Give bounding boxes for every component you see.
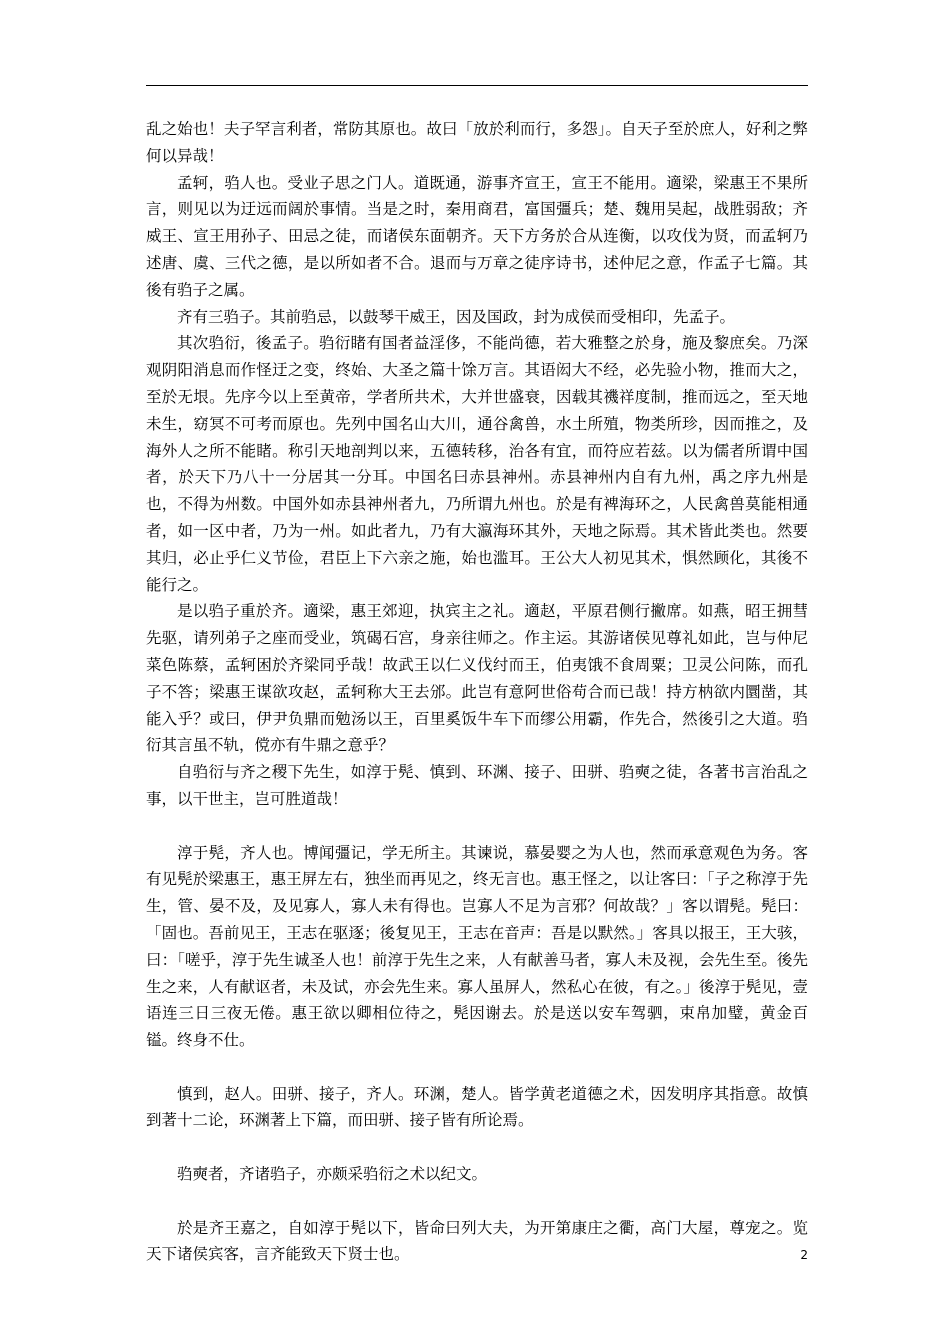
paragraph-3: 齐有三驺子。其前驺忌，以鼓琴干威王，因及国政，封为成侯而受相印，先孟子。 bbox=[177, 307, 736, 326]
header-rule bbox=[146, 85, 808, 86]
paragraph-2: 孟轲，驺人也。受业子思之门人。道既通，游事齐宣王，宣王不能用。適梁，梁惠王不果所言，则见以为迂远而阔於事情。当是之时，秦用商君，富国彊兵；楚、魏用吴起，战胜弱敌；齐威王、宣王用孙子、田忌之徒，而诸侯东面朝齐。天下方务於合从连衡，以攻伐为贤，而孟轲乃述唐、虞、三代之德，是以所如者不合。退而与万章之徒序诗书，述仲尼之意，作孟子七篇。其後有驺子之属。 bbox=[146, 173, 808, 299]
paragraph-8: 慎到，赵人。田骈、接子，齐人。环渊，楚人。皆学黄老道德之术，因发明序其指意。故慎到著十二论，环渊著上下篇，而田骈、接子皆有所论焉。 bbox=[146, 1084, 808, 1130]
paragraph-1: 乱之始也！夫子罕言利者，常防其原也。故曰「放於利而行，多怨」。自天子至於庶人，好利之弊何以异哉！ bbox=[146, 120, 808, 165]
paragraph-5: 是以驺子重於齐。適梁，惠王郊迎，执宾主之礼。適赵，平原君侧行撇席。如燕，昭王拥彗先驱，请列弟子之座而受业，筑碣石宫，身亲往师之。作主运。其游诸侯见尊礼如此，岂与仲尼菜色陈蔡，孟轲困於齐梁同乎哉！故武王以仁义伐纣而王，伯夷饿不食周粟；卫灵公问陈，而孔子不答；梁惠王谋欲攻赵，孟轲称大王去邠。此岂有意阿世俗苟合而已哉！持方枘欲内圜凿，其能入乎？或曰，伊尹负鼎而勉汤以王，百里奚饭牛车下而缪公用霸，作先合，然後引之大道。驺衍其言虽不轨，傥亦有牛鼎之意乎？ bbox=[146, 602, 808, 755]
paragraph-4: 其次驺衍，後孟子。驺衍睹有国者益淫侈，不能尚德，若大雅整之於身，施及黎庶矣。乃深观阴阳消息而作怪迂之变，终始、大圣之篇十馀万言。其语闳大不经，必先验小物，推而大之，至於无垠。先序今以上至黄帝，学者所共术，大并世盛衰，因载其禨祥度制，推而远之，至天地未生，窈冥不可考而原也。先列中国名山大川，通谷禽兽，水土所殖，物类所珍，因而推之，及海外人之所不能睹。称引天地剖判以来，五德转移，治各有宜，而符应若兹。以为儒者所谓中国者，於天下乃八十一分居其一分耳。中国名曰赤县神州。赤县神州内自有九州，禹之序九州是也，不得为州数。中国外如赤县神州者九，乃所谓九州也。於是有裨海环之，人民禽兽莫能相通者，如一区中者，乃为一州。如此者九，乃有大瀛海环其外，天地之际焉。其术皆此类也。然要其归，必止乎仁义节俭，君臣上下六亲之施，始也滥耳。王公大人初见其术，惧然顾化，其後不能行之。 bbox=[146, 334, 808, 594]
document-body bbox=[146, 116, 808, 1268]
paragraph-9: 驺奭者，齐诸驺子，亦颇采驺衍之术以纪文。 bbox=[177, 1165, 488, 1184]
paragraph-6: 自驺衍与齐之稷下先生，如淳于髡、慎到、环渊、接子、田骈、驺奭之徒，各著书言治乱之事，以干世主，岂可胜道哉！ bbox=[146, 763, 808, 808]
paragraph-7: 淳于髡，齐人也。博闻彊记，学无所主。其谏说，慕晏婴之为人也，然而承意观色为务。客有见髡於梁惠王，惠王屏左右，独坐而再见之，终无言也。惠王怪之，以让客曰：「子之称淳于先生，管、晏不及，及见寡人，寡人未有得也。岂寡人不足为言邪？何故哉？」客以谓髡。髡曰：「固也。吾前见王，王志在驱逐；後复见王，王志在音声：吾是以默然。」客具以报王，王大骇，曰：「嗟乎，淳于先生诚圣人也！前淳于先生之来，人有献善马者，寡人未及视，会先生至。後先生之来，人有献讴者，未及试，亦会先生来。寡人虽屏人，然私心在彼，有之。」後淳于髡见，壹语连三日三夜无倦。惠王欲以卿相位待之，髡因谢去。於是送以安车驾驷，束帛加璧，黄金百镒。终身不仕。 bbox=[146, 843, 808, 1050]
page-number: 2 bbox=[800, 1248, 808, 1262]
paragraph-10: 於是齐王嘉之，自如淳于髡以下，皆命曰列大夫，为开第康庄之衢，高门大屋，尊宠之。览天下诸侯宾客，言齐能致天下贤士也。 bbox=[146, 1218, 808, 1264]
